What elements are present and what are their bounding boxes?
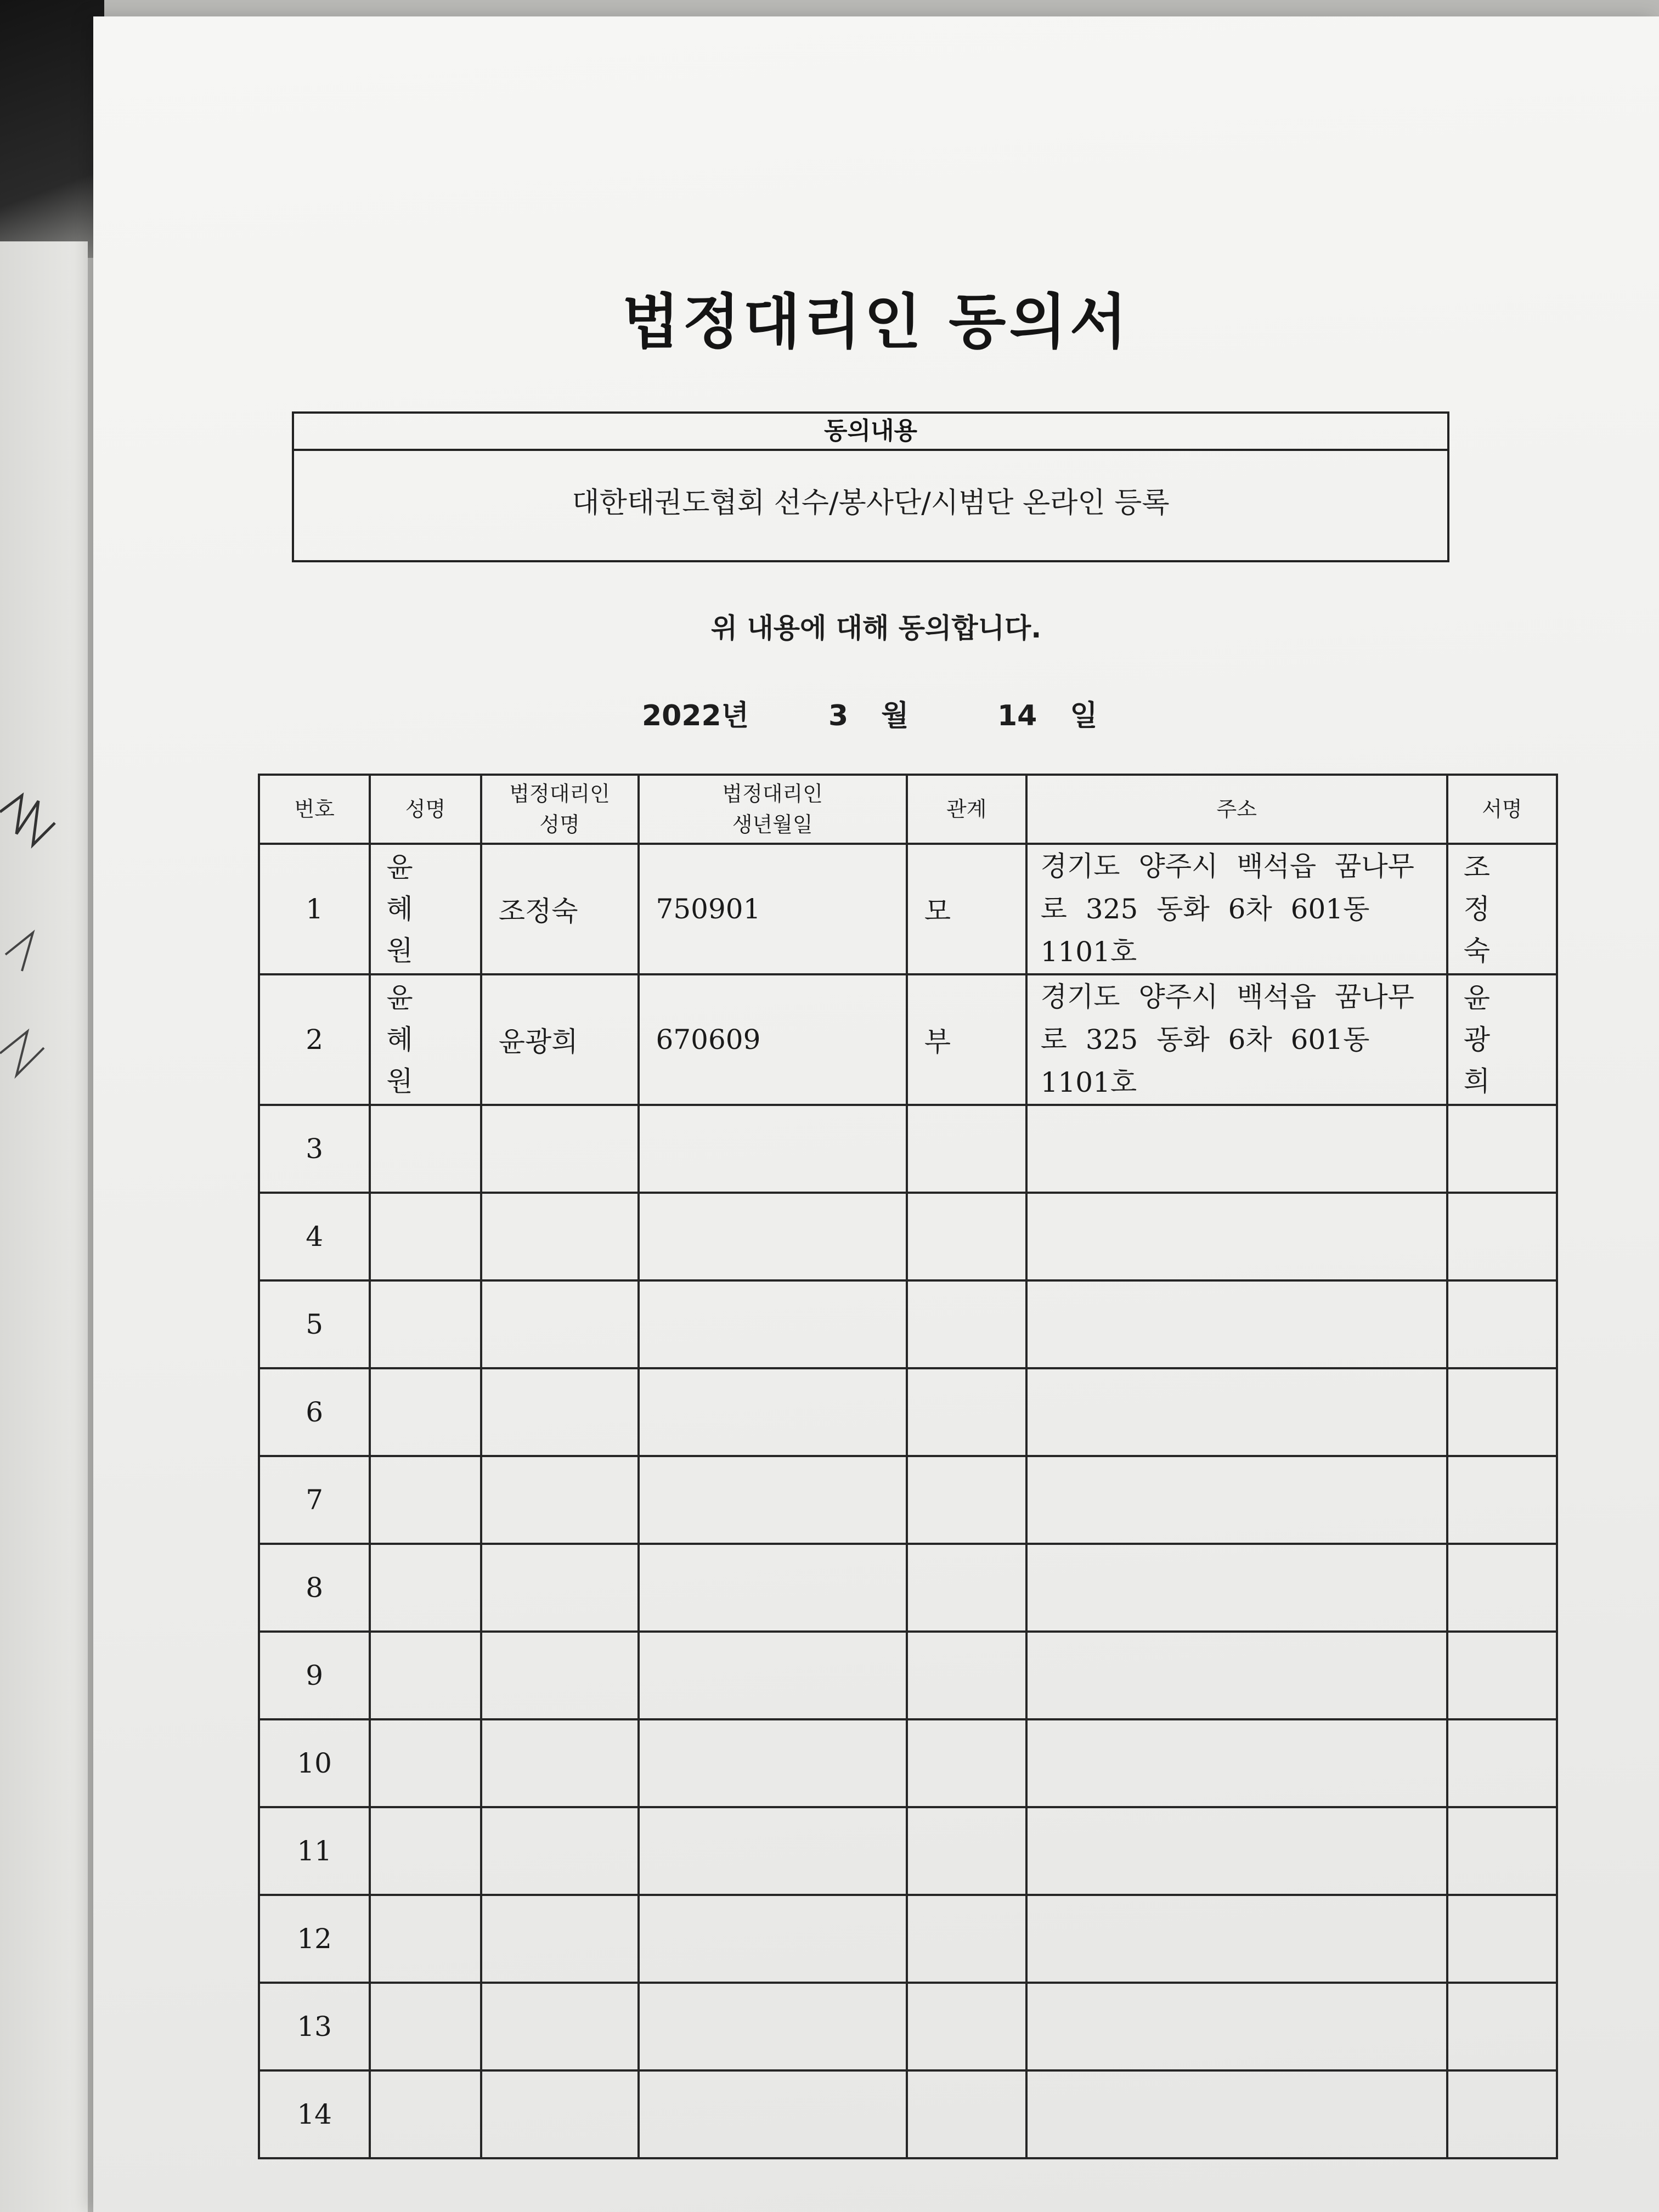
empty-cell — [1447, 1280, 1557, 1368]
empty-cell — [1026, 1544, 1447, 1632]
empty-cell — [907, 1456, 1026, 1544]
header-guardian-birth-line1: 법정대리인 — [722, 782, 823, 806]
empty-cell — [1447, 1632, 1557, 1719]
consent-form-sheet — [93, 16, 1659, 2212]
agreement-statement: 위 내용에 대해 동의합니다. — [710, 612, 1042, 644]
empty-cell — [907, 1983, 1026, 2070]
empty-cell — [1026, 2070, 1447, 2158]
empty-cell — [1447, 1544, 1557, 1632]
row-number: 10 — [259, 1719, 370, 1807]
empty-cell — [481, 1105, 639, 1193]
empty-cell — [1447, 1895, 1557, 1983]
empty-cell — [1026, 1719, 1447, 1807]
empty-cell — [1447, 1193, 1557, 1280]
empty-cell — [370, 1983, 481, 2070]
empty-cell — [370, 1895, 481, 1983]
empty-cell — [481, 1719, 639, 1807]
table-header-row — [259, 775, 1557, 844]
row-guardian-birth: 670609 — [639, 974, 907, 1105]
consent-content-header: 동의내용 — [294, 414, 1447, 451]
table-row — [259, 1544, 1557, 1632]
row-number: 4 — [259, 1193, 370, 1280]
consent-content-box — [292, 411, 1449, 562]
empty-cell — [1447, 1368, 1557, 1456]
row-number: 13 — [259, 1983, 370, 2070]
row-address: 경기도 양주시 백석읍 꿈나무로 325 동화 6차 601동 1101호 — [1026, 974, 1447, 1105]
empty-cell — [1447, 1456, 1557, 1544]
empty-cell — [639, 1456, 907, 1544]
empty-cell — [639, 1105, 907, 1193]
empty-cell — [1026, 1105, 1447, 1193]
empty-cell — [907, 1719, 1026, 1807]
empty-cell — [907, 1632, 1026, 1719]
row-relation: 모 — [907, 844, 1026, 974]
empty-cell — [639, 1193, 907, 1280]
header-relation: 관계 — [907, 775, 1026, 844]
empty-cell — [639, 1632, 907, 1719]
empty-cell — [1447, 1807, 1557, 1895]
empty-cell — [639, 1807, 907, 1895]
consent-content-text: 대한태권도협회 선수/봉사단/시범단 온라인 등록 — [572, 487, 1170, 520]
row-name: 윤혜원 — [370, 844, 481, 974]
table-row — [259, 1105, 1557, 1193]
row-number: 12 — [259, 1895, 370, 1983]
empty-cell — [639, 1280, 907, 1368]
empty-cell — [370, 1105, 481, 1193]
header-guardian-birth — [639, 775, 907, 844]
row-guardian-birth: 750901 — [639, 844, 907, 974]
row-name: 윤혜원 — [370, 974, 481, 1105]
empty-cell — [1447, 1983, 1557, 2070]
empty-cell — [639, 1719, 907, 1807]
date-year: 2022년 — [642, 699, 749, 732]
empty-cell — [1026, 1632, 1447, 1719]
row-number: 8 — [259, 1544, 370, 1632]
row-number: 7 — [259, 1456, 370, 1544]
empty-cell — [907, 1544, 1026, 1632]
empty-cell — [481, 1895, 639, 1983]
empty-cell — [1026, 1895, 1447, 1983]
empty-cell — [1026, 1983, 1447, 2070]
empty-cell — [907, 2070, 1026, 2158]
row-number: 14 — [259, 2070, 370, 2158]
header-guardian-name-line1: 법정대리인 — [509, 782, 610, 806]
empty-cell — [639, 2070, 907, 2158]
empty-cell — [370, 1456, 481, 1544]
background-dark-surface — [0, 0, 104, 258]
empty-cell — [481, 1544, 639, 1632]
empty-cell — [370, 1544, 481, 1632]
header-guardian-name-line2: 성명 — [539, 812, 580, 837]
empty-cell — [907, 1807, 1026, 1895]
empty-cell — [481, 1280, 639, 1368]
empty-cell — [481, 1983, 639, 2070]
row-number: 3 — [259, 1105, 370, 1193]
empty-cell — [1447, 2070, 1557, 2158]
empty-cell — [907, 1105, 1026, 1193]
table-row — [259, 1895, 1557, 1983]
empty-cell — [907, 1368, 1026, 1456]
empty-cell — [907, 1280, 1026, 1368]
empty-cell — [1026, 1193, 1447, 1280]
guardian-consent-table — [258, 774, 1558, 2159]
empty-cell — [1447, 1105, 1557, 1193]
empty-cell — [481, 1193, 639, 1280]
row-number: 9 — [259, 1632, 370, 1719]
table-row — [259, 1456, 1557, 1544]
empty-cell — [1026, 1280, 1447, 1368]
empty-cell — [1026, 1368, 1447, 1456]
date-month — [828, 692, 909, 733]
empty-cell — [481, 1456, 639, 1544]
empty-cell — [370, 2070, 481, 2158]
row-number: 2 — [259, 974, 370, 1105]
empty-cell — [639, 1895, 907, 1983]
empty-cell — [370, 1719, 481, 1807]
empty-cell — [1026, 1456, 1447, 1544]
row-signature: 윤광희 — [1447, 974, 1557, 1105]
row-number: 5 — [259, 1280, 370, 1368]
empty-cell — [639, 1544, 907, 1632]
row-number: 6 — [259, 1368, 370, 1456]
date-month-value: 3 — [828, 699, 849, 732]
table-row — [259, 974, 1557, 1105]
row-guardian-name: 윤광희 — [481, 974, 639, 1105]
empty-cell — [370, 1807, 481, 1895]
row-guardian-name: 조정숙 — [481, 844, 639, 974]
row-number: 1 — [259, 844, 370, 974]
empty-cell — [907, 1895, 1026, 1983]
empty-cell — [370, 1632, 481, 1719]
header-name: 성명 — [370, 775, 481, 844]
empty-cell — [481, 1807, 639, 1895]
empty-cell — [370, 1368, 481, 1456]
header-guardian-name — [481, 775, 639, 844]
empty-cell — [1026, 1807, 1447, 1895]
header-signature: 서명 — [1447, 775, 1557, 844]
document-title: 법정대리인 동의서 — [622, 288, 1131, 357]
header-guardian-birth-line2: 생년월일 — [732, 812, 813, 837]
row-signature: 조정숙 — [1447, 844, 1557, 974]
date-day-value: 14 — [997, 699, 1037, 732]
table-row — [259, 1280, 1557, 1368]
table-row — [259, 1983, 1557, 2070]
empty-cell — [639, 1368, 907, 1456]
empty-cell — [1447, 1719, 1557, 1807]
header-number: 번호 — [259, 775, 370, 844]
table-row — [259, 1368, 1557, 1456]
empty-cell — [907, 1193, 1026, 1280]
handwriting-scribble — [0, 790, 66, 1174]
date-day-unit: 일 — [1070, 699, 1098, 732]
row-number: 11 — [259, 1807, 370, 1895]
table-row — [259, 1719, 1557, 1807]
row-address: 경기도 양주시 백석읍 꿈나무로 325 동화 6차 601동 1101호 — [1026, 844, 1447, 974]
table-row — [259, 1807, 1557, 1895]
empty-cell — [370, 1280, 481, 1368]
empty-cell — [481, 2070, 639, 2158]
table-row — [259, 1193, 1557, 1280]
empty-cell — [481, 1632, 639, 1719]
row-relation: 부 — [907, 974, 1026, 1105]
date-month-unit: 월 — [881, 699, 909, 732]
empty-cell — [370, 1193, 481, 1280]
header-address: 주소 — [1026, 775, 1447, 844]
empty-cell — [639, 1983, 907, 2070]
empty-cell — [481, 1368, 639, 1456]
table-row — [259, 2070, 1557, 2158]
date-day — [997, 692, 1098, 733]
table-row — [259, 844, 1557, 974]
underlying-sheet — [0, 241, 88, 2212]
table-row — [259, 1632, 1557, 1719]
